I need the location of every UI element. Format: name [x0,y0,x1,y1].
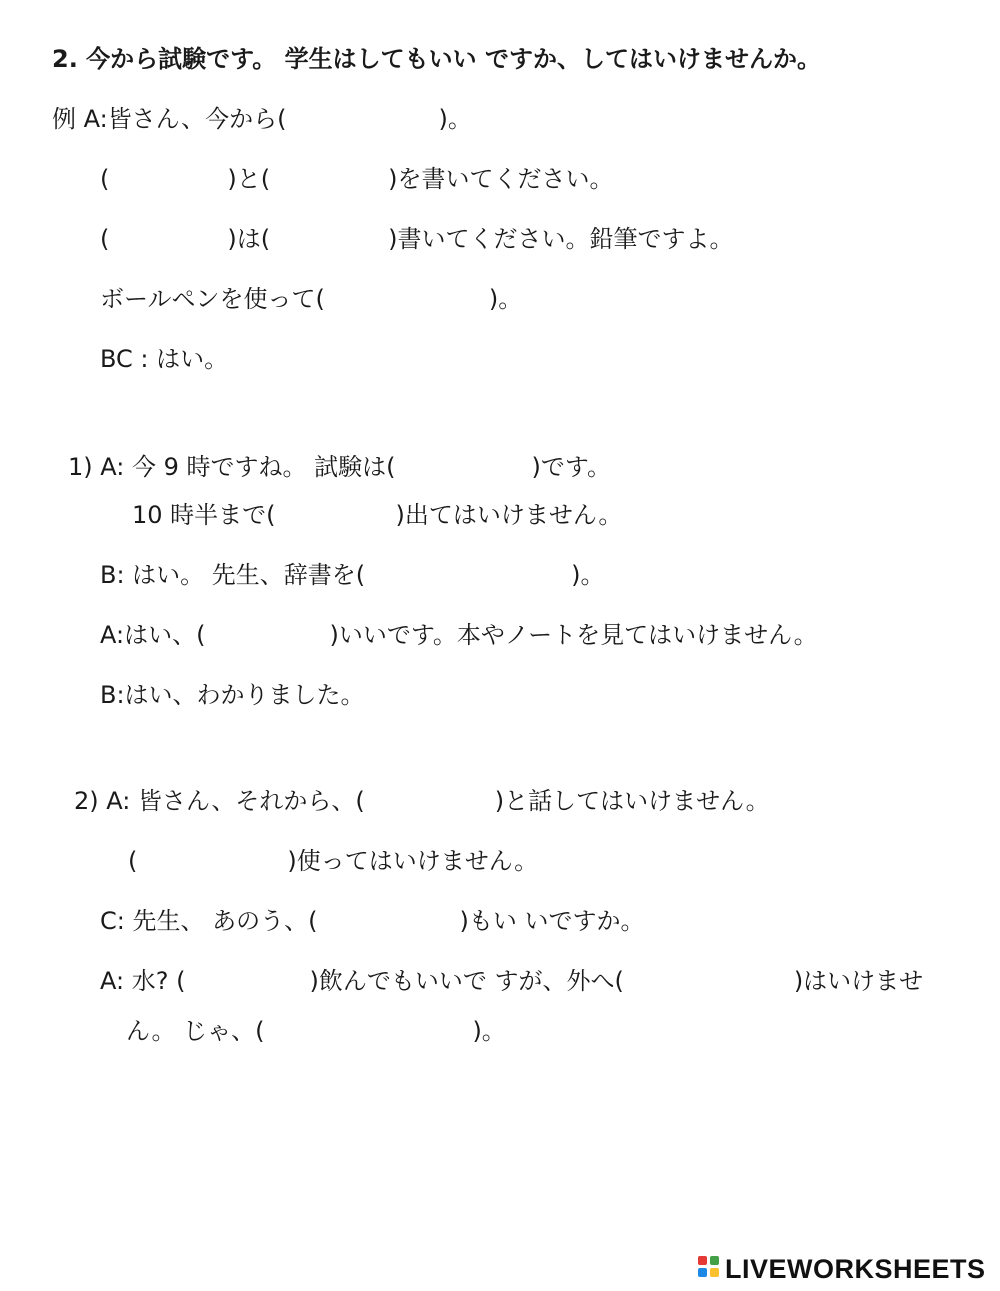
example-line-2 [100,164,613,194]
logo-block [710,1268,719,1277]
logo-block [710,1256,719,1265]
text-segment: )もい いですか。 [459,907,645,935]
text-segment: )いいです。本やノートを見てはいけません。 [329,621,818,649]
text-segment: )。 [472,1017,506,1045]
text-segment: A:はい、( [100,621,206,649]
text-segment: )と話してはいけません。 [494,787,770,815]
text-segment: )です。 [531,453,611,481]
liveworksheets-logo[interactable] [698,1252,986,1286]
liveworksheets-blocks-icon [698,1256,722,1282]
example-line-5: BC : はい。 [100,345,229,373]
q2-line-5 [126,1016,506,1046]
text-segment: ( [100,165,110,193]
q1-line-2 [132,500,622,530]
text-segment: )書いてください。鉛筆ですよ。 [388,225,734,253]
text-segment: B: はい。 先生、辞書を( [100,561,366,589]
text-segment: 10 時半まで( [132,501,276,529]
text-segment: ( [100,225,110,253]
text-segment: )は( [227,225,271,253]
text-segment: )はいけませ [793,967,924,995]
text-segment: ( [128,847,138,875]
text-segment: )出てはいけません。 [395,501,623,529]
example-line-1 [52,104,472,134]
text-segment: ん。 じゃ、( [126,1017,265,1045]
logo-block [698,1256,707,1265]
q1-line-4 [100,620,818,650]
q2-line-1 [74,786,770,816]
text-segment: )飲んでもいいで すが、外へ( [309,967,624,995]
text-segment: 1) A: 今 9 時ですね。 試験は( [68,453,396,481]
text-segment: )使ってはいけません。 [287,847,539,875]
example-line-3 [100,224,733,254]
logo-text: LIVEWORKSHEETS [725,1253,986,1284]
q1-line-1 [68,452,611,482]
text-segment: A: 水? ( [100,967,186,995]
text-segment: C: 先生、 あのう、( [100,907,318,935]
text-segment: ボールペンを使って( [100,285,325,313]
logo-block [698,1268,707,1277]
q2-line-4 [100,966,923,996]
text-segment: )を書いてください。 [388,165,614,193]
text-segment: )。 [571,561,605,589]
text-segment: )。 [488,285,523,313]
text-segment: )。 [438,105,472,133]
exercise-title: 2. 今から試験です。 学生はしてもいい ですか、してはいけませんか。 [52,45,821,73]
text-segment: )と( [227,165,271,193]
example-line-4 [100,284,522,314]
q1-line-3 [100,560,605,590]
q1-line-5: B:はい、わかりました。 [100,681,365,709]
q2-line-3 [100,906,644,936]
text-segment: 2) A: 皆さん、それから、( [74,787,365,815]
text-segment: 例 A:皆さん、今から( [52,105,287,133]
q2-line-2 [128,846,538,876]
